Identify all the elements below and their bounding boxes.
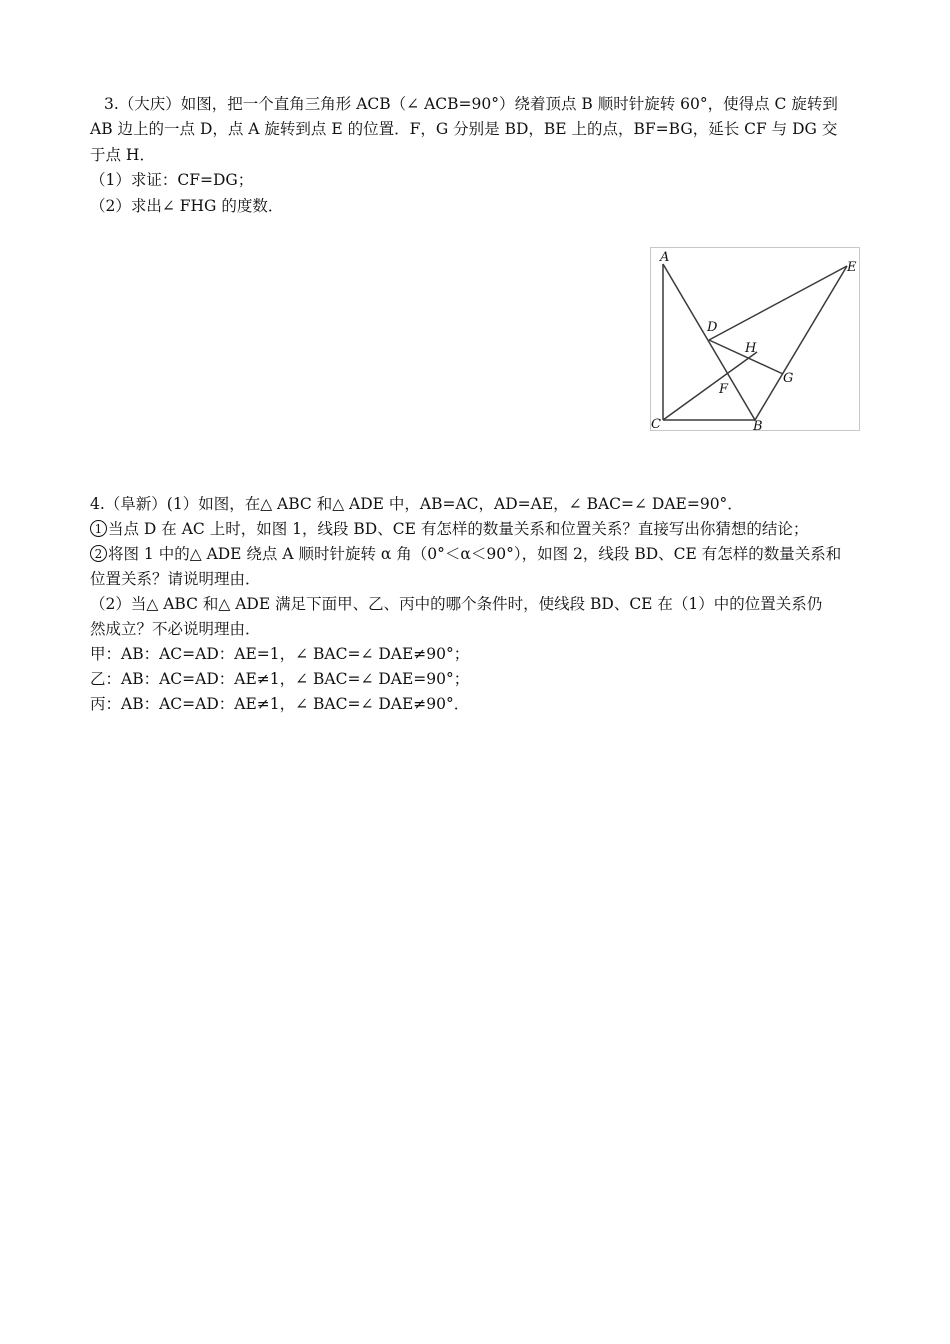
condition-yi: 乙：AB：AC=AD：AE≠1，∠ BAC=∠ DAE=90°； xyxy=(90,670,470,688)
problem3-question1: （1）求证：CF=DG； xyxy=(90,171,254,189)
problem3-line2: AB 边上的一点 D，点 A 旋转到点 E 的位置．F，G 分别是 BD，BE 上的点，BF=BG，延长 CF 与 DG 交 xyxy=(90,120,838,138)
segment-BE xyxy=(755,266,847,420)
label-B: B xyxy=(753,419,763,430)
label-E: E xyxy=(847,260,857,275)
problem3-line1: 3.（大庆）如图，把一个直角三角形 ACB（∠ ACB=90°）绕着顶点 B 顺时针旋转 60°，使得点 C 旋转到 xyxy=(104,95,838,113)
problem3-line3: 于点 H． xyxy=(90,146,155,164)
label-F: F xyxy=(719,382,729,397)
segment-AB xyxy=(663,264,755,420)
problem4-item2-text: 将图 1 中的△ ADE 绕点 A 顺时针旋转 α 角（0°＜α＜90°），如图 2，线段 BD、CE 有怎样的数量关系和 xyxy=(108,545,842,563)
problem4-line1: 4.（阜新）(1）如图，在△ ABC 和△ ADE 中，AB=AC，AD=AE，∠ BAC=∠ DAE=90°． xyxy=(90,495,743,513)
problem4-part2-line2: 然成立？不必说明理由． xyxy=(90,620,261,638)
condition-jia: 甲：AB：AC=AD：AE=1，∠ BAC=∠ DAE≠90°； xyxy=(90,645,470,663)
circled-number-1: 1 xyxy=(90,520,107,537)
geometry-figure-svg xyxy=(651,248,859,430)
label-D: D xyxy=(707,320,718,335)
condition-bing: 丙：AB：AC=AD：AE≠1，∠ BAC=∠ DAE≠90°． xyxy=(90,695,470,713)
problem4-part2-line1: （2）当△ ABC 和△ ADE 满足下面甲、乙、丙中的哪个条件时，使线段 BD、CE 在（1）中的位置关系仍 xyxy=(90,595,823,613)
segment-DE xyxy=(709,266,847,340)
label-A: A xyxy=(660,250,670,265)
problem4-item2 xyxy=(90,544,870,564)
problem4-item2-continued: 位置关系？请说明理由． xyxy=(90,570,261,588)
problem4-item1-text: 当点 D 在 AC 上时，如图 1，线段 BD、CE 有怎样的数量关系和位置关系？直接写出你猜想的结论； xyxy=(108,520,809,538)
label-G: G xyxy=(783,371,794,386)
problem4-item1 xyxy=(90,519,870,539)
problem3-question2: （2）求出∠ FHG 的度数． xyxy=(90,197,284,215)
segment-CH xyxy=(663,352,757,420)
label-H: H xyxy=(745,341,757,356)
circled-number-2: 2 xyxy=(90,545,107,562)
geometry-figure xyxy=(650,247,860,431)
label-C: C xyxy=(651,417,661,430)
